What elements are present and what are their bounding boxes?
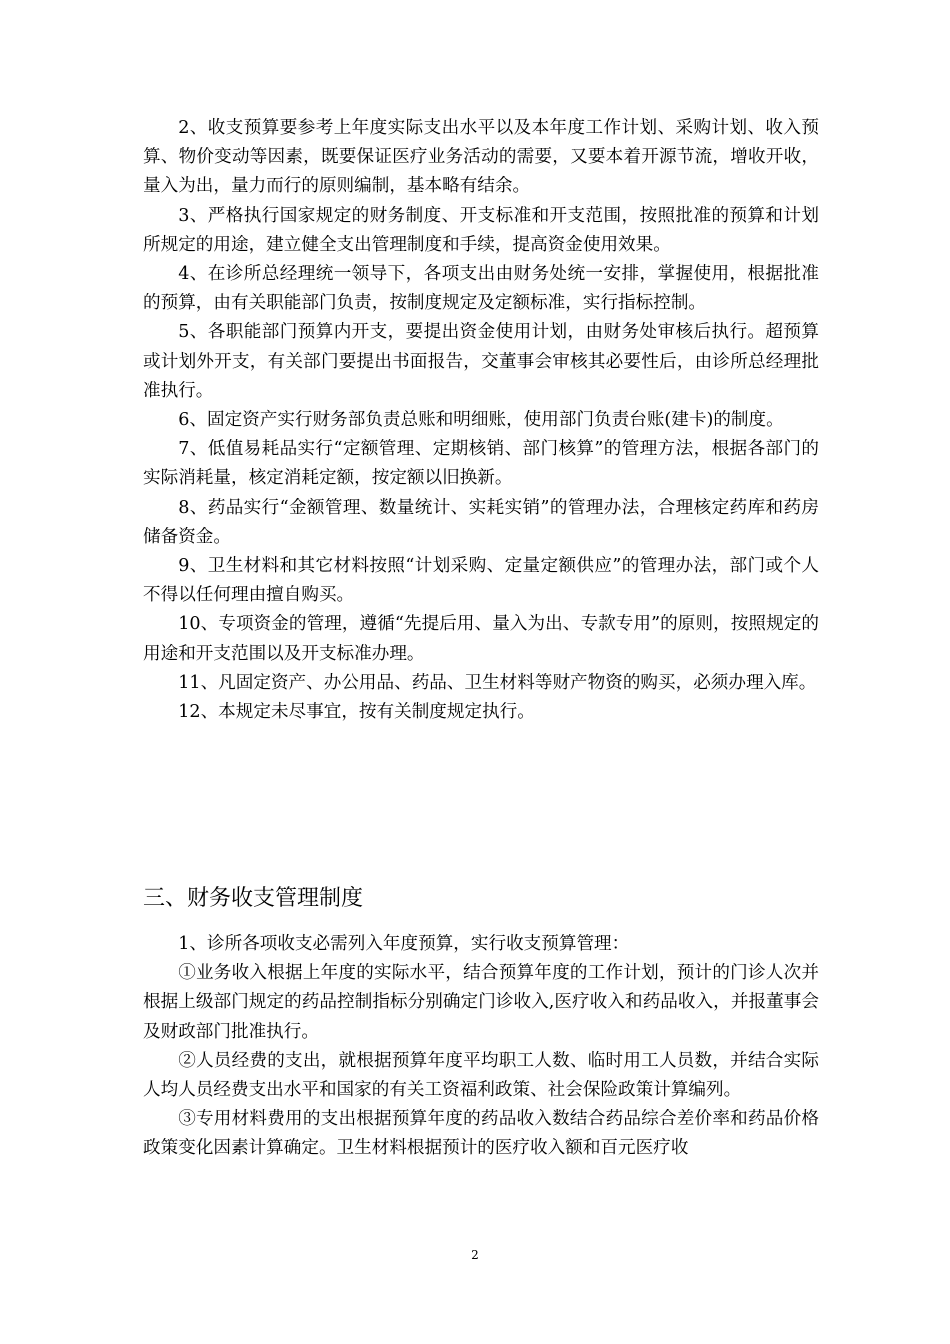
paragraph-business-income: ①业务收入根据上年度的实际水平，结合预算年度的工作计划，预计的门诊人次并根据上级部门规定的药品控制指标分别确定门诊收入,医疗收入和药品收入，并报董事会及财政部门批准执行。	[143, 963, 819, 1042]
section-1-body	[143, 114, 819, 727]
section-heading: 三、财务收支管理制度	[143, 886, 364, 911]
paragraph-budget-intro: 1、诊所各项收支必需列入年度预算，实行收支预算管理：	[178, 934, 630, 954]
page-number: 2	[471, 1248, 479, 1262]
paragraph-item-4: 4、在诊所总经理统一领导下，各项支出由财务处统一安排，掌握使用，根据批准的预算，由有关职能部门负责，按制度规定及定额标准，实行指标控制。	[143, 264, 819, 314]
paragraph-personnel-expense: ②人员经费的支出，就根据预算年度平均职工人数、临时用工人员数，并结合实际人均人员经费支出水平和国家的有关工资福利政策、社会保险政策计算编列。	[143, 1050, 819, 1101]
paragraph-item-5: 5、各职能部门预算内开支，要提出资金使用计划，由财务处审核后执行。超预算或计划外开支，有关部门要提出书面报告，交董事会审核其必要性后，由诊所总经理批准执行。	[143, 322, 819, 401]
paragraph-item-9: 9、卫生材料和其它材料按照“计划采购、定量定额供应”的管理办法，部门或个人不得以任何理由擅自购买。	[143, 556, 819, 606]
paragraph-item-10: 10、专项资金的管理，遵循“先提后用、量入为出、专款专用”的原则，按照规定的用途和开支范围以及开支标准办理。	[143, 614, 819, 664]
paragraph-item-11: 11、凡固定资产、办公用品、药品、卫生材料等财产物资的购买，必须办理入库。	[178, 672, 817, 693]
paragraph-material-expense: ③专用材料费用的支出根据预算年度的药品收入数结合药品综合差价率和药品价格政策变化因素计算确定。卫生材料根据预计的医疗收入额和百元医疗收	[143, 1109, 819, 1159]
section-2-body	[143, 930, 819, 1164]
paragraph-item-2: 2、收支预算要参考上年度实际支出水平以及本年度工作计划、采购计划、收入预算、物价变动等因素，既要保证医疗业务活动的需要，又要本着开源节流，增收开收，量入为出，量力而行的原则编制，基本略有结余。	[143, 118, 819, 197]
paragraph-item-12: 12、本规定未尽事宜，按有关制度规定执行。	[178, 702, 535, 723]
paragraph-item-8: 8、药品实行“金额管理、数量统计、实耗实销”的管理办法，合理核定药库和药房储备资金。	[143, 497, 819, 547]
paragraph-item-6: 6、固定资产实行财务部负责总账和明细账，使用部门负责台账(建卡)的制度。	[178, 410, 784, 431]
paragraph-item-3: 3、严格执行国家规定的财务制度、开支标准和开支范围，按照批准的预算和计划所规定的用途，建立健全支出管理制度和手续，提高资金使用效果。	[143, 205, 819, 255]
paragraph-item-7: 7、低值易耗品实行“定额管理、定期核销、部门核算”的管理方法，根据各部门的实际消耗量，核定消耗定额，按定额以旧换新。	[143, 439, 819, 489]
